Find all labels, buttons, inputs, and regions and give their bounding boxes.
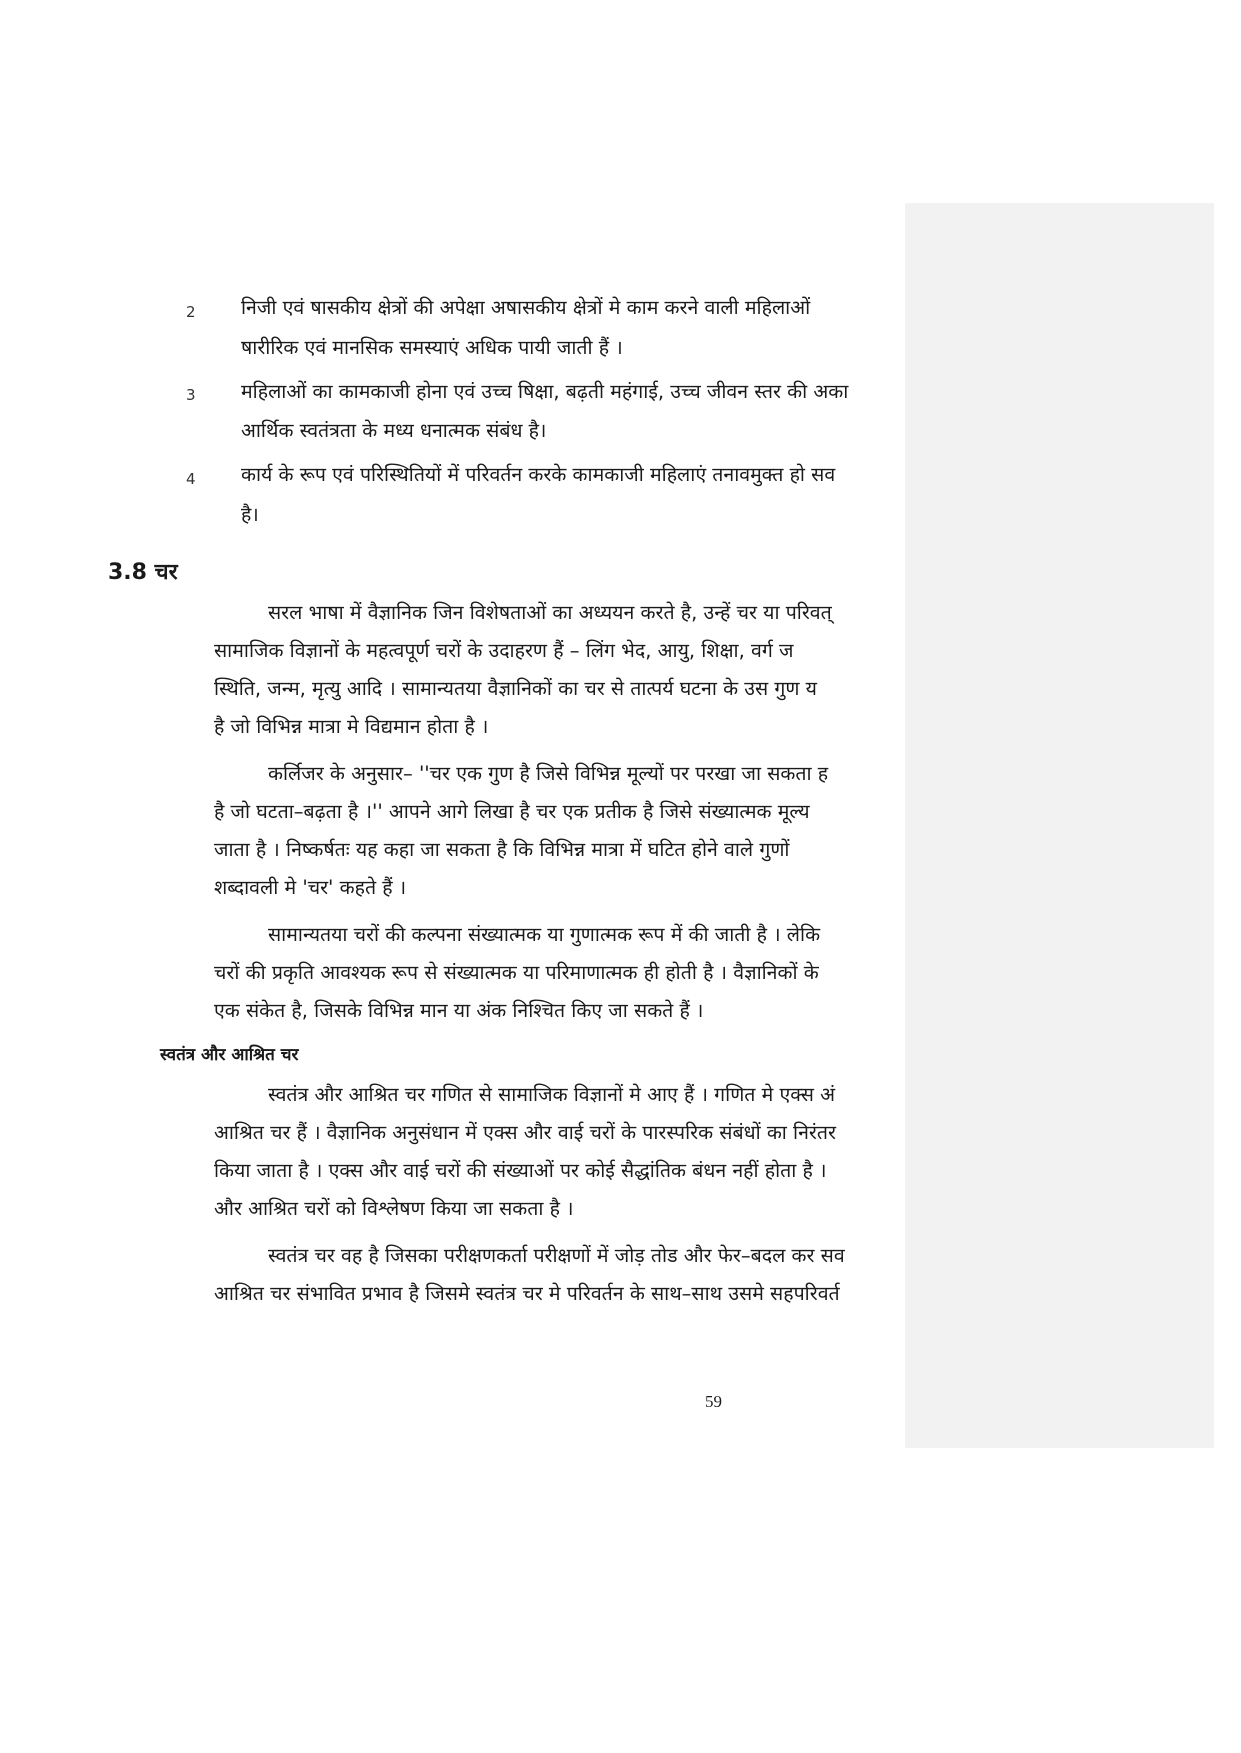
paragraph-line: सामान्यतया चरों की कल्पना संख्यात्मक या गुणात्मक रूप में की जाती है । लेकि [268,923,821,946]
paragraph-line: कर्लिजर के अनुसार– ''चर एक गुण है जिसे विभिन्न मूल्यों पर परखा जा सकता ह [268,762,829,785]
list-line: निजी एवं षासकीय क्षेत्रों की अपेक्षा अषासकीय क्षेत्रों मे काम करने वाली महिलाओं [241,296,811,319]
list-line: महिलाओं का कामकाजी होना एवं उच्च षिक्षा, बढ़ती महंगाई, उच्च जीवन स्तर की अका [241,380,849,403]
page-number: 59 [705,1392,722,1411]
paragraph-line: स्वतंत्र और आश्रित चर गणित से सामाजिक विज्ञानों मे आए हैं । गणित मे एक्स अं [268,1083,836,1106]
paragraph-line: स्वतंत्र चर वह है जिसका परीक्षणकर्ता परीक्षणों में जोड़ तोड और फेर–बदल कर सव [268,1244,845,1267]
paragraph-line: जाता है । निष्कर्षतः यह कहा जा सकता है कि विभिन्न मात्रा में घटित होने वाले गुणों [214,838,790,861]
list-number: 2 [186,303,196,321]
section-heading: 3.8 चर [108,560,178,585]
paragraph-line: शब्दावली मे 'चर' कहते हैं । [214,876,407,899]
paragraph-line: सामाजिक विज्ञानों के महत्वपूर्ण चरों के उदाहरण हैं – लिंग भेद, आयु, शिक्षा, वर्ग ज [214,639,794,662]
paragraph-line: आश्रित चर हैं । वैज्ञानिक अनुसंधान में एक्स और वाई चरों के पारस्परिक संबंधों का निरंतर [214,1121,836,1144]
paragraph-line: और आश्रित चरों को विश्लेषण किया जा सकता है । [214,1197,574,1220]
paragraph-line: स्थिति, जन्म, मृत्यु आदि । सामान्यतया वैज्ञानिकों का चर से तात्पर्य घटना के उस गुण य [214,677,817,700]
paragraph-line: आश्रित चर संभावित प्रभाव है जिसमे स्वतंत्र चर मे परिवर्तन के साथ–साथ उसमे सहपरिवर्त [214,1282,840,1305]
subsection-heading: स्वतंत्र और आश्रित चर [160,1045,299,1065]
list-line: है। [241,503,259,526]
list-line: षारीरिक एवं मानसिक समस्याएं अधिक पायी जाती हैं । [241,336,623,359]
paragraph-line: चरों की प्रकृति आवश्यक रूप से संख्यात्मक या परिमाणात्मक ही होती है । वैज्ञानिकों के [214,961,819,984]
paragraph-line: किया जाता है । एक्स और वाई चरों की संख्याओं पर कोई सैद्धांतिक बंधन नहीं होता है । [214,1159,827,1182]
paragraph-line: है जो घटता–बढ़ता है ।'' आपने आगे लिखा है चर एक प्रतीक है जिसे संख्यात्मक मूल्य [214,800,810,823]
list-number: 4 [186,470,196,488]
list-number: 3 [186,386,196,404]
paragraph-line: एक संकेत है, जिसके विभिन्न मान या अंक निश्चित किए जा सकते हैं । [214,999,704,1022]
paragraph-line: है जो विभिन्न मात्रा मे विद्यमान होता है । [214,715,489,738]
list-line: कार्य के रूप एवं परिस्थितियों में परिवर्तन करके कामकाजी महिलाएं तनावमुक्त हो सव [241,463,836,486]
comment-pane [905,203,1214,1448]
list-line: आर्थिक स्वतंत्रता के मध्य धनात्मक संबंध है। [241,419,547,442]
paragraph-line: सरल भाषा में वैज्ञानिक जिन विशेषताओं का अध्ययन करते है, उन्हें चर या परिवत् [268,601,832,624]
